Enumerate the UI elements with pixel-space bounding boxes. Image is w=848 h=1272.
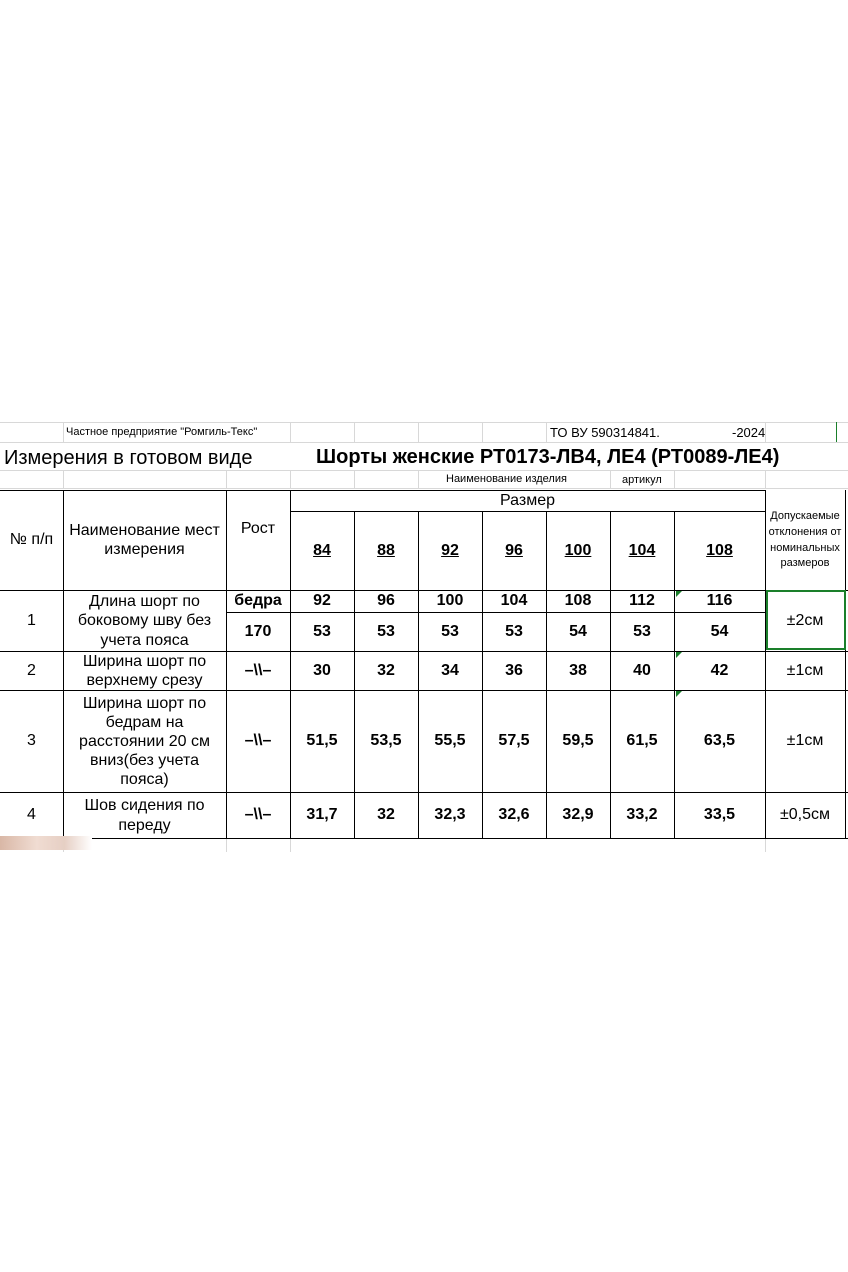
row2-value-104: 40	[633, 661, 651, 679]
row1-tolerance: ±2см	[786, 611, 824, 629]
grid-line	[546, 422, 547, 442]
grid-line	[0, 422, 848, 423]
row3-tolerance: ±1см	[786, 732, 824, 750]
size-88: 88	[377, 541, 395, 559]
row4-value-88: 32	[377, 806, 395, 824]
grid-line	[290, 470, 291, 488]
size-84: 84	[313, 541, 331, 559]
row2-value-108: 42	[710, 661, 729, 679]
selection-marker	[836, 422, 837, 442]
grid-line	[226, 838, 227, 852]
row1-value-100: 54	[569, 622, 587, 640]
row2-value-88: 32	[377, 661, 395, 679]
row3-value-88: 53,5	[370, 732, 402, 750]
row2-height: –\\–	[244, 661, 272, 679]
company-name: Частное предприятие "Ромгиль-Текс"	[66, 426, 258, 438]
grid-line	[290, 838, 291, 852]
grid-line	[482, 422, 483, 442]
grid-line	[610, 470, 611, 488]
row1-height: 170	[244, 622, 272, 640]
row4-value-108: 33,5	[703, 806, 736, 824]
grid-line	[290, 422, 291, 442]
year: -2024	[732, 425, 766, 440]
row1-value-88: 53	[377, 622, 395, 640]
grid-line	[354, 470, 355, 488]
header-num: № п/п	[9, 531, 54, 549]
row2-value-100: 38	[569, 661, 587, 679]
row4-num: 4	[27, 806, 36, 824]
row1-value-104: 53	[633, 622, 651, 640]
header-size-group: Размер	[500, 491, 555, 509]
grid-line	[418, 470, 419, 488]
row1-hip-96: 104	[500, 592, 528, 610]
photo-fragment	[0, 836, 92, 850]
grid-line	[226, 470, 227, 488]
row1-hip-108: 116	[706, 592, 733, 610]
size-108: 108	[706, 541, 733, 559]
row4-value-104: 33,2	[626, 806, 658, 824]
size-92: 92	[441, 541, 459, 559]
grid-line	[63, 422, 64, 442]
product-name-label: Наименование изделия	[446, 473, 567, 485]
size-100: 100	[564, 541, 592, 559]
size-96: 96	[505, 541, 523, 559]
row3-num: 3	[27, 732, 36, 750]
grid-line	[63, 470, 64, 488]
row1-hip-104: 112	[629, 592, 655, 610]
header-tolerance: Допускаемые отклонения от номинальных размеров	[768, 509, 842, 570]
row1-value-92: 53	[441, 622, 459, 640]
grid-line	[0, 470, 848, 471]
row2-value-96: 36	[505, 661, 523, 679]
grid-line	[765, 838, 766, 852]
row3-value-108: 63,5	[703, 732, 736, 750]
row4-name: Шов сидения по переду	[84, 797, 205, 834]
page-title: Измерения в готовом виде	[4, 447, 253, 469]
row4-value-100: 32,9	[562, 806, 594, 824]
header-height: Рост	[240, 520, 276, 538]
row1-hip-84: 92	[313, 592, 331, 610]
grid-line	[418, 422, 419, 442]
grid-line	[0, 442, 848, 443]
row3-value-84: 51,5	[306, 732, 338, 750]
row3-value-104: 61,5	[626, 732, 658, 750]
grid-line	[0, 488, 848, 489]
row1-value-96: 53	[505, 622, 523, 640]
row3-name: Ширина шорт по бедрам на расстоянии 20 см вниз(без учета пояса)	[79, 694, 210, 789]
grid-line	[765, 470, 766, 488]
size-104: 104	[628, 541, 656, 559]
header-name: Наименование мест измерения	[69, 522, 220, 558]
grid-line	[674, 470, 675, 488]
grid-line	[354, 422, 355, 442]
row1-hip-88: 96	[377, 592, 395, 610]
table-border	[0, 838, 848, 839]
row4-value-84: 31,7	[306, 806, 338, 824]
row2-tolerance: ±1см	[786, 661, 824, 679]
row1-sub-label: бедра	[234, 592, 282, 610]
measurement-sheet	[0, 422, 848, 852]
row3-height: –\\–	[244, 732, 272, 750]
row1-hip-100: 108	[564, 592, 592, 610]
product-title: Шорты женские РТ0173-ЛВ4, ЛЕ4 (РТ0089-ЛЕ4)	[316, 446, 780, 468]
standard-code: ТО ВУ 590314841.	[550, 425, 660, 440]
table-border	[845, 490, 846, 838]
article-label: артикул	[622, 474, 662, 486]
row1-value-84: 53	[313, 622, 331, 640]
row4-tolerance: ±0,5см	[779, 806, 831, 824]
row2-num: 2	[27, 661, 36, 679]
row2-value-92: 34	[441, 661, 459, 679]
row3-value-96: 57,5	[498, 732, 530, 750]
row1-hip-92: 100	[436, 592, 464, 610]
row4-height: –\\–	[244, 806, 272, 824]
row4-value-92: 32,3	[434, 806, 466, 824]
row2-name: Ширина шорт по верхнему срезу	[82, 652, 207, 689]
row1-name: Длина шорт по боковому шву без учета пояса	[77, 593, 212, 649]
row4-value-96: 32,6	[498, 806, 530, 824]
row1-value-108: 54	[710, 622, 729, 640]
row1-num: 1	[27, 611, 36, 629]
row3-value-92: 55,5	[434, 732, 466, 750]
row3-value-100: 59,5	[562, 732, 594, 750]
row2-value-84: 30	[313, 661, 331, 679]
